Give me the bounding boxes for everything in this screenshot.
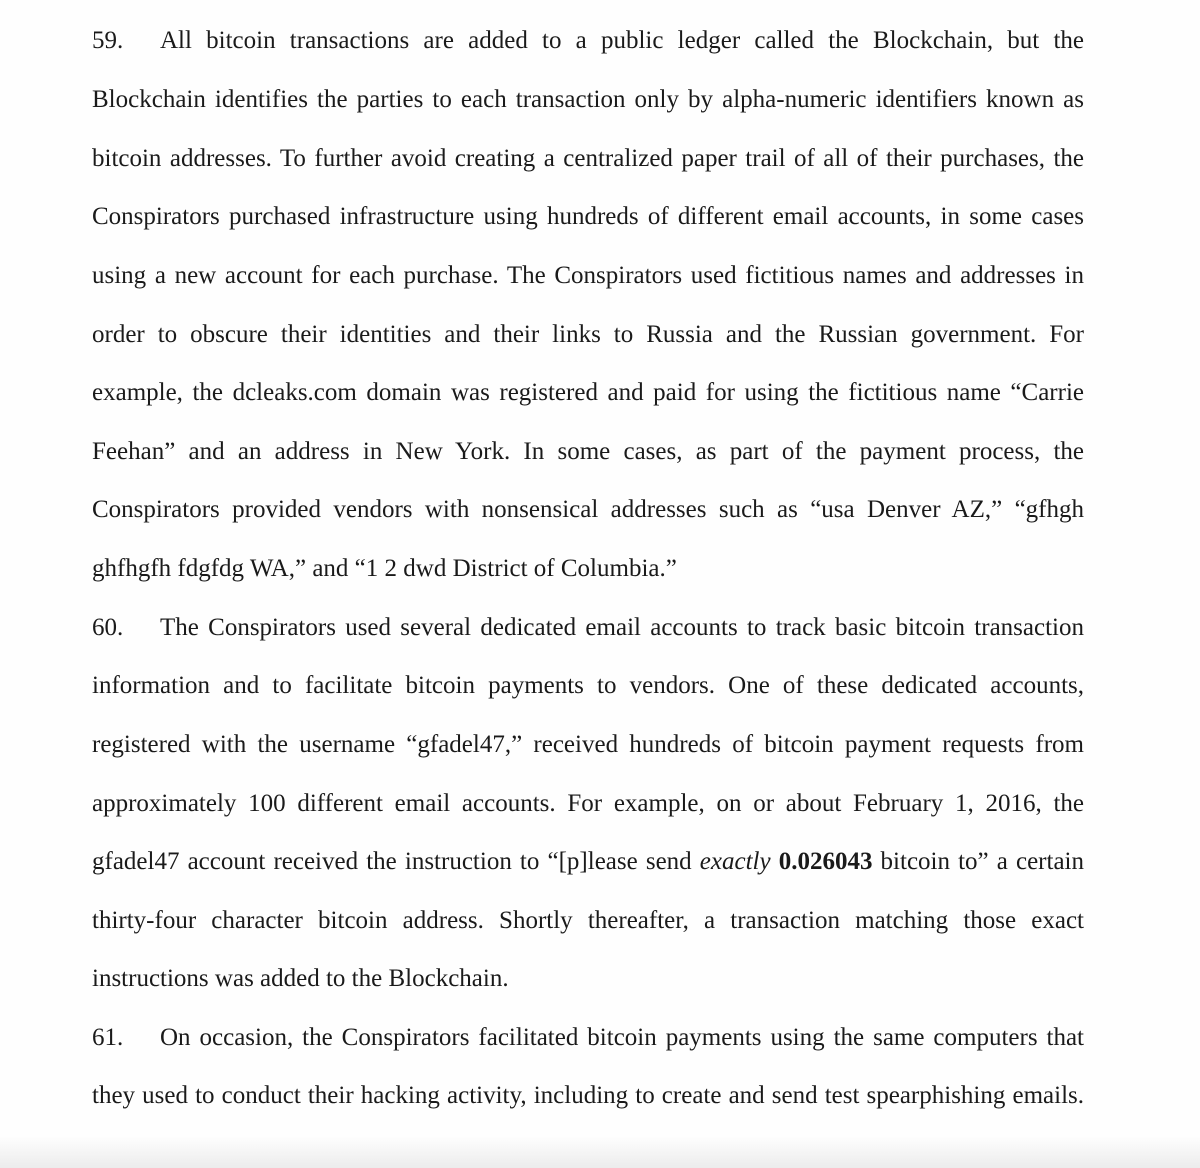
page-bottom-shadow xyxy=(0,1136,1200,1168)
text-line: approximately 100 different email accounts. For example, on or about February 1, 2016, the xyxy=(92,790,1084,817)
text-segment: gfadel47 account received the instruction to “[p]lease send xyxy=(92,848,700,875)
paragraph-59-text: All bitcoin transactions are added to a public ledger called the Blockchain, but the xyxy=(160,27,1084,54)
paragraph-number-61: 61. xyxy=(92,1024,124,1051)
text-line: they used to conduct their hacking activity, including to create and send test spearphishing emails. xyxy=(92,1082,1084,1109)
text-segment xyxy=(771,848,779,875)
text-line-with-emphasis xyxy=(92,847,1084,877)
italic-text: exactly xyxy=(699,848,771,875)
text-line: registered with the username “gfadel47,” received hundreds of bitcoin payment requests from xyxy=(92,731,1084,758)
paragraph-61-text: On occasion, the Conspirators facilitated bitcoin payments using the same computers that xyxy=(160,1024,1084,1051)
bold-amount: 0.026043 xyxy=(778,848,873,875)
text-line: information and to facilitate bitcoin payments to vendors. One of these dedicated accounts, xyxy=(92,672,1084,699)
text-line: example, the dcleaks.com domain was registered and paid for using the fictitious name “Carrie xyxy=(92,379,1084,406)
text-line: ghfhgfh fdgfdg WA,” and “1 2 dwd District of Columbia.” xyxy=(92,555,677,582)
text-line: instructions was added to the Blockchain. xyxy=(92,965,509,992)
paragraph-number-60: 60. xyxy=(92,614,124,641)
paragraph-60-text: The Conspirators used several dedicated email accounts to track basic bitcoin transaction xyxy=(160,614,1084,641)
text-line: bitcoin addresses. To further avoid creating a centralized paper trail of all of their purchases, the xyxy=(92,145,1084,172)
text-line: using a new account for each purchase. The Conspirators used fictitious names and addresses in xyxy=(92,262,1084,289)
text-line: Conspirators provided vendors with nonsensical addresses such as “usa Denver AZ,” “gfhgh xyxy=(92,496,1084,523)
text-line: Conspirators purchased infrastructure using hundreds of different email accounts, in some cases xyxy=(92,203,1084,230)
text-line: Blockchain identifies the parties to each transaction only by alpha-numeric identifiers known as xyxy=(92,86,1084,113)
text-line: Feehan” and an address in New York. In some cases, as part of the payment process, the xyxy=(92,438,1084,465)
text-line: order to obscure their identities and their links to Russia and the Russian government. For xyxy=(92,321,1084,348)
text-segment: bitcoin to” a certain xyxy=(872,848,1084,875)
paragraph-number-59: 59. xyxy=(92,27,124,54)
text-line: thirty-four character bitcoin address. Shortly thereafter, a transaction matching those exact xyxy=(92,907,1084,934)
